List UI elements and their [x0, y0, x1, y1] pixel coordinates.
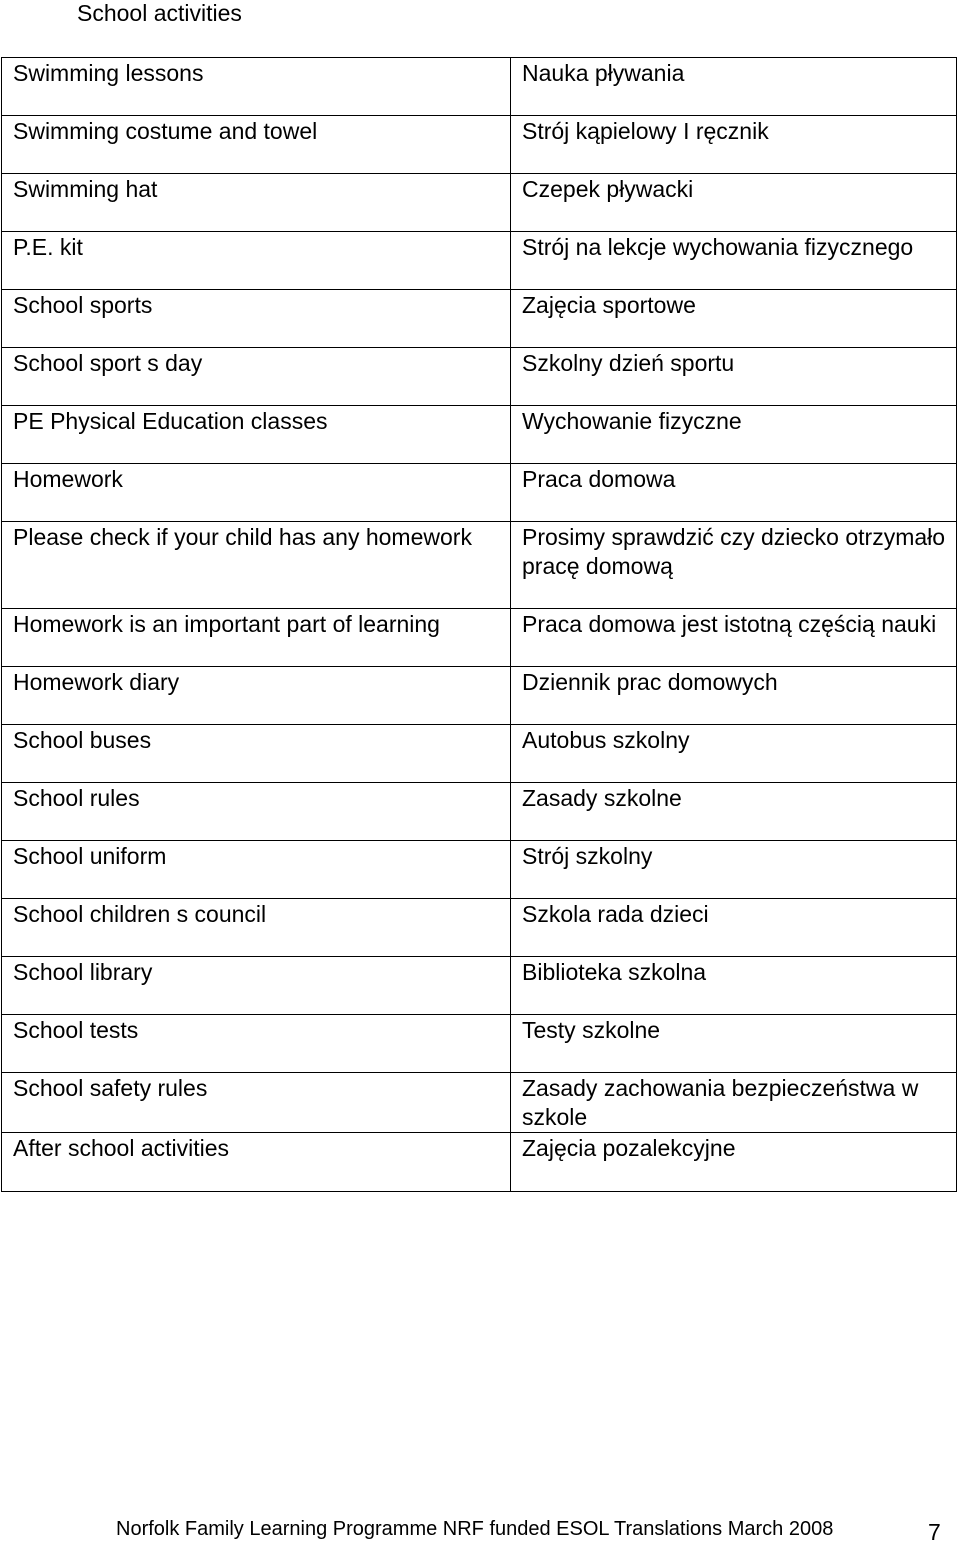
table-row: [2, 348, 957, 406]
polish-term: Praca domowa jest istotną częścią nauki: [511, 609, 957, 667]
english-term: After school activities: [2, 1133, 511, 1192]
polish-term: Zajęcia sportowe: [511, 290, 957, 348]
polish-term: Autobus szkolny: [511, 725, 957, 783]
english-term: School sports: [2, 290, 511, 348]
table-row: [2, 174, 957, 232]
page-footer: Norfolk Family Learning Programme NRF funded ESOL Translations March 2008: [116, 1518, 834, 1540]
polish-term: Strój kąpielowy I ręcznik: [511, 116, 957, 174]
english-term: Swimming costume and towel: [2, 116, 511, 174]
polish-term: Zasady zachowania bezpieczeństwa w szkole: [511, 1073, 957, 1133]
polish-term: Zasady szkolne: [511, 783, 957, 841]
table-row: [2, 899, 957, 957]
vocabulary-table: [1, 57, 957, 1192]
polish-term: Nauka pływania: [511, 58, 957, 116]
english-term: Homework: [2, 464, 511, 522]
page-number: 7: [928, 1519, 941, 1545]
polish-term: Dziennik prac domowych: [511, 667, 957, 725]
table-row: [2, 522, 957, 609]
table-row: [2, 841, 957, 899]
english-term: School uniform: [2, 841, 511, 899]
polish-term: Wychowanie fizyczne: [511, 406, 957, 464]
table-row: [2, 957, 957, 1015]
polish-term: Prosimy sprawdzić czy dziecko otrzymało pracę domową: [511, 522, 957, 609]
polish-term: Zajęcia pozalekcyjne: [511, 1133, 957, 1192]
english-term: School library: [2, 957, 511, 1015]
english-term: Swimming hat: [2, 174, 511, 232]
table-row: [2, 1073, 957, 1133]
table-row: [2, 290, 957, 348]
table-row: [2, 725, 957, 783]
polish-term: Szkolny dzień sportu: [511, 348, 957, 406]
section-heading: School activities: [77, 0, 242, 26]
table-row: [2, 464, 957, 522]
english-term: School tests: [2, 1015, 511, 1073]
english-term: School children s council: [2, 899, 511, 957]
english-term: P.E. kit: [2, 232, 511, 290]
table-row: [2, 1133, 957, 1192]
table-row: [2, 116, 957, 174]
table-row: [2, 406, 957, 464]
polish-term: Strój szkolny: [511, 841, 957, 899]
polish-term: Czepek pływacki: [511, 174, 957, 232]
polish-term: Szkola rada dzieci: [511, 899, 957, 957]
english-term: Swimming lessons: [2, 58, 511, 116]
polish-term: Biblioteka szkolna: [511, 957, 957, 1015]
english-term: Please check if your child has any homework: [2, 522, 511, 609]
polish-term: Strój na lekcje wychowania fizycznego: [511, 232, 957, 290]
table-row: [2, 232, 957, 290]
english-term: School rules: [2, 783, 511, 841]
english-term: School sport s day: [2, 348, 511, 406]
english-term: PE Physical Education classes: [2, 406, 511, 464]
table-row: [2, 667, 957, 725]
english-term: School buses: [2, 725, 511, 783]
table-row: [2, 1015, 957, 1073]
english-term: Homework is an important part of learning: [2, 609, 511, 667]
english-term: Homework diary: [2, 667, 511, 725]
polish-term: Praca domowa: [511, 464, 957, 522]
table-row: [2, 58, 957, 116]
table-row: [2, 609, 957, 667]
english-term: School safety rules: [2, 1073, 511, 1133]
table-row: [2, 783, 957, 841]
polish-term: Testy szkolne: [511, 1015, 957, 1073]
